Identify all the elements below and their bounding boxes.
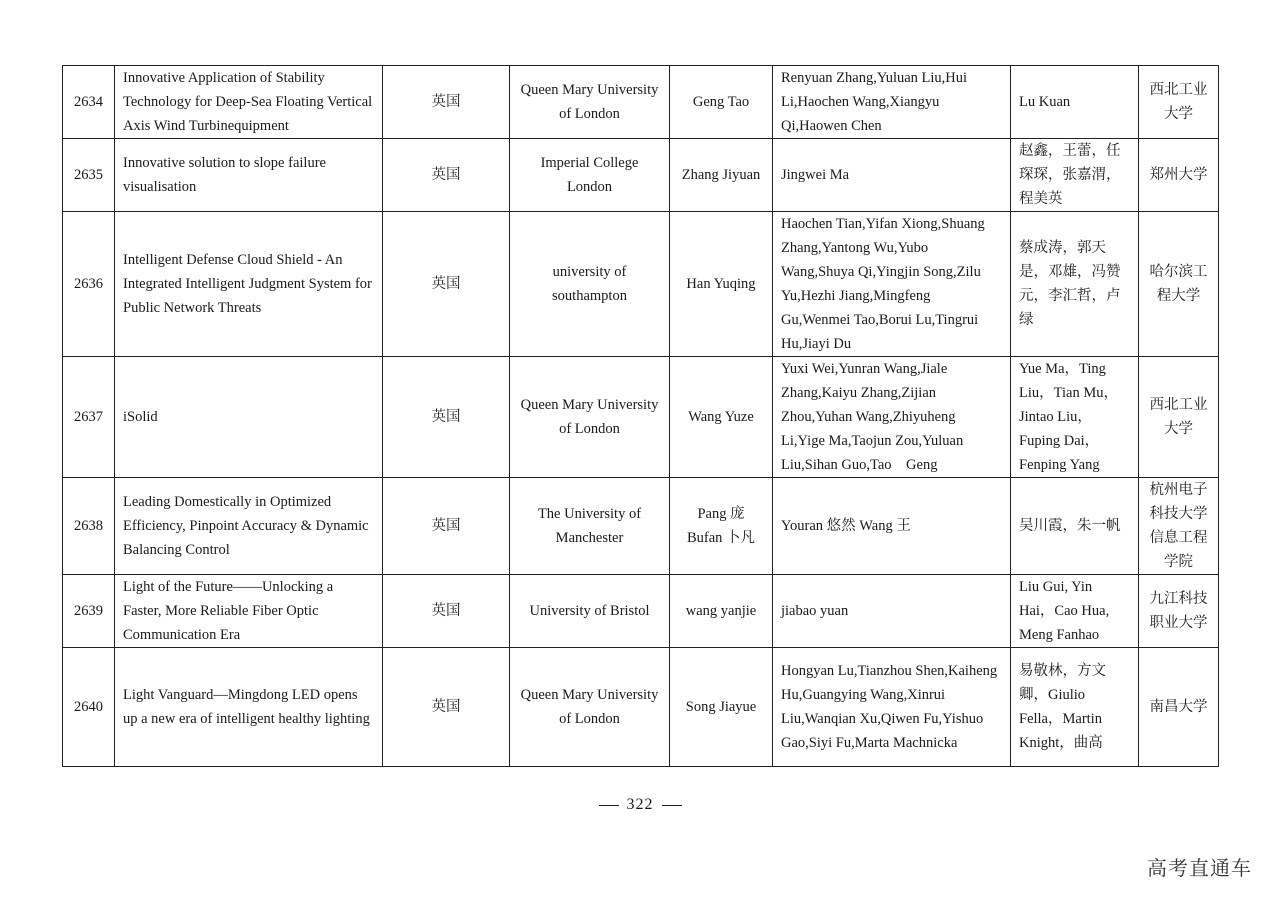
team-leader: Wang Yuze (670, 357, 773, 478)
university: Queen Mary University of London (510, 66, 670, 139)
team-members: Youran 悠然 Wang 王 (773, 478, 1011, 575)
advisor: 蔡成涛，郭天是，邓雄，冯赞元，李汇哲，卢绿 (1011, 212, 1139, 357)
team-members: Hongyan Lu,Tianzhou Shen,Kaiheng Hu,Guangying Wang,Xinrui Liu,Wanqian Xu,Qiwen Fu,Yishuo Gao,Siyi Fu,Marta Machnicka (773, 648, 1011, 767)
school: 九江科技职业大学 (1139, 575, 1219, 648)
team-leader: wang yanjie (670, 575, 773, 648)
team-leader: Zhang Jiyuan (670, 139, 773, 212)
project-title: iSolid (115, 357, 383, 478)
table-row (63, 357, 1219, 478)
row-id: 2636 (63, 212, 115, 357)
school: 南昌大学 (1139, 648, 1219, 767)
country: 英国 (383, 575, 510, 648)
school: 哈尔滨工程大学 (1139, 212, 1219, 357)
watermark: 高考直通车 (1147, 856, 1252, 880)
school: 西北工业大学 (1139, 357, 1219, 478)
university: The University of Manchester (510, 478, 670, 575)
page-number: 322 (626, 796, 654, 813)
team-leader: Han Yuqing (670, 212, 773, 357)
advisor: 易敬林，方文卿，Giulio Fella，Martin Knight，曲高 (1011, 648, 1139, 767)
project-title: Leading Domestically in Optimized Efficiency, Pinpoint Accuracy & Dynamic Balancing Control (115, 478, 383, 575)
school: 杭州电子科技大学信息工程学院 (1139, 478, 1219, 575)
footer-dash-left (599, 805, 619, 806)
team-members: Renyuan Zhang,Yuluan Liu,Hui Li,Haochen Wang,Xiangyu Qi,Haowen Chen (773, 66, 1011, 139)
table-row (63, 66, 1219, 139)
country: 英国 (383, 66, 510, 139)
project-title: Innovative solution to slope failure visualisation (115, 139, 383, 212)
page-footer (0, 796, 1280, 814)
university: University of Bristol (510, 575, 670, 648)
school: 郑州大学 (1139, 139, 1219, 212)
team-leader: Pang 庞 Bufan 卜凡 (670, 478, 773, 575)
row-id: 2637 (63, 357, 115, 478)
table-row (63, 575, 1219, 648)
country: 英国 (383, 648, 510, 767)
table-row (63, 478, 1219, 575)
team-leader: Song Jiayue (670, 648, 773, 767)
university: Queen Mary University of London (510, 648, 670, 767)
country: 英国 (383, 357, 510, 478)
advisor: Yue Ma，Ting Liu，Tian Mu，Jintao Liu，Fuping Dai，Fenping Yang (1011, 357, 1139, 478)
advisor: Lu Kuan (1011, 66, 1139, 139)
advisor: 赵鑫，王蕾，任琛琛，张嘉渭，程美英 (1011, 139, 1139, 212)
award-table (62, 65, 1219, 767)
team-members: Haochen Tian,Yifan Xiong,Shuang Zhang,Yantong Wu,Yubo Wang,Shuya Qi,Yingjin Song,Zilu Yu,Hezhi Jiang,Mingfeng Gu,Wenmei Tao,Borui Lu,Tingrui Hu,Jiayi Du (773, 212, 1011, 357)
advisor: Liu Gui, Yin Hai，Cao Hua, Meng Fanhao (1011, 575, 1139, 648)
school: 西北工业大学 (1139, 66, 1219, 139)
project-title: Intelligent Defense Cloud Shield - An Integrated Intelligent Judgment System for Public Network Threats (115, 212, 383, 357)
row-id: 2640 (63, 648, 115, 767)
university: Imperial College London (510, 139, 670, 212)
project-title: Light of the Future——Unlocking a Faster, More Reliable Fiber Optic Communication Era (115, 575, 383, 648)
table-row (63, 212, 1219, 357)
row-id: 2638 (63, 478, 115, 575)
university: Queen Mary University of London (510, 357, 670, 478)
team-members: Jingwei Ma (773, 139, 1011, 212)
project-title: Light Vanguard—Mingdong LED opens up a new era of intelligent healthy lighting (115, 648, 383, 767)
project-title: Innovative Application of Stability Technology for Deep-Sea Floating Vertical Axis Wind Turbinequipment (115, 66, 383, 139)
advisor: 吴川霞，朱一帆 (1011, 478, 1139, 575)
team-members: Yuxi Wei,Yunran Wang,Jiale Zhang,Kaiyu Zhang,Zijian Zhou,Yuhan Wang,Zhiyuheng Li,Yige Ma,Taojun Zou,Yuluan Liu,Sihan Guo,Tao Geng (773, 357, 1011, 478)
table-row (63, 139, 1219, 212)
table-row (63, 648, 1219, 767)
country: 英国 (383, 139, 510, 212)
country: 英国 (383, 478, 510, 575)
row-id: 2635 (63, 139, 115, 212)
row-id: 2639 (63, 575, 115, 648)
team-leader: Geng Tao (670, 66, 773, 139)
university: university of southampton (510, 212, 670, 357)
country: 英国 (383, 212, 510, 357)
footer-dash-right (662, 805, 682, 806)
row-id: 2634 (63, 66, 115, 139)
team-members: jiabao yuan (773, 575, 1011, 648)
